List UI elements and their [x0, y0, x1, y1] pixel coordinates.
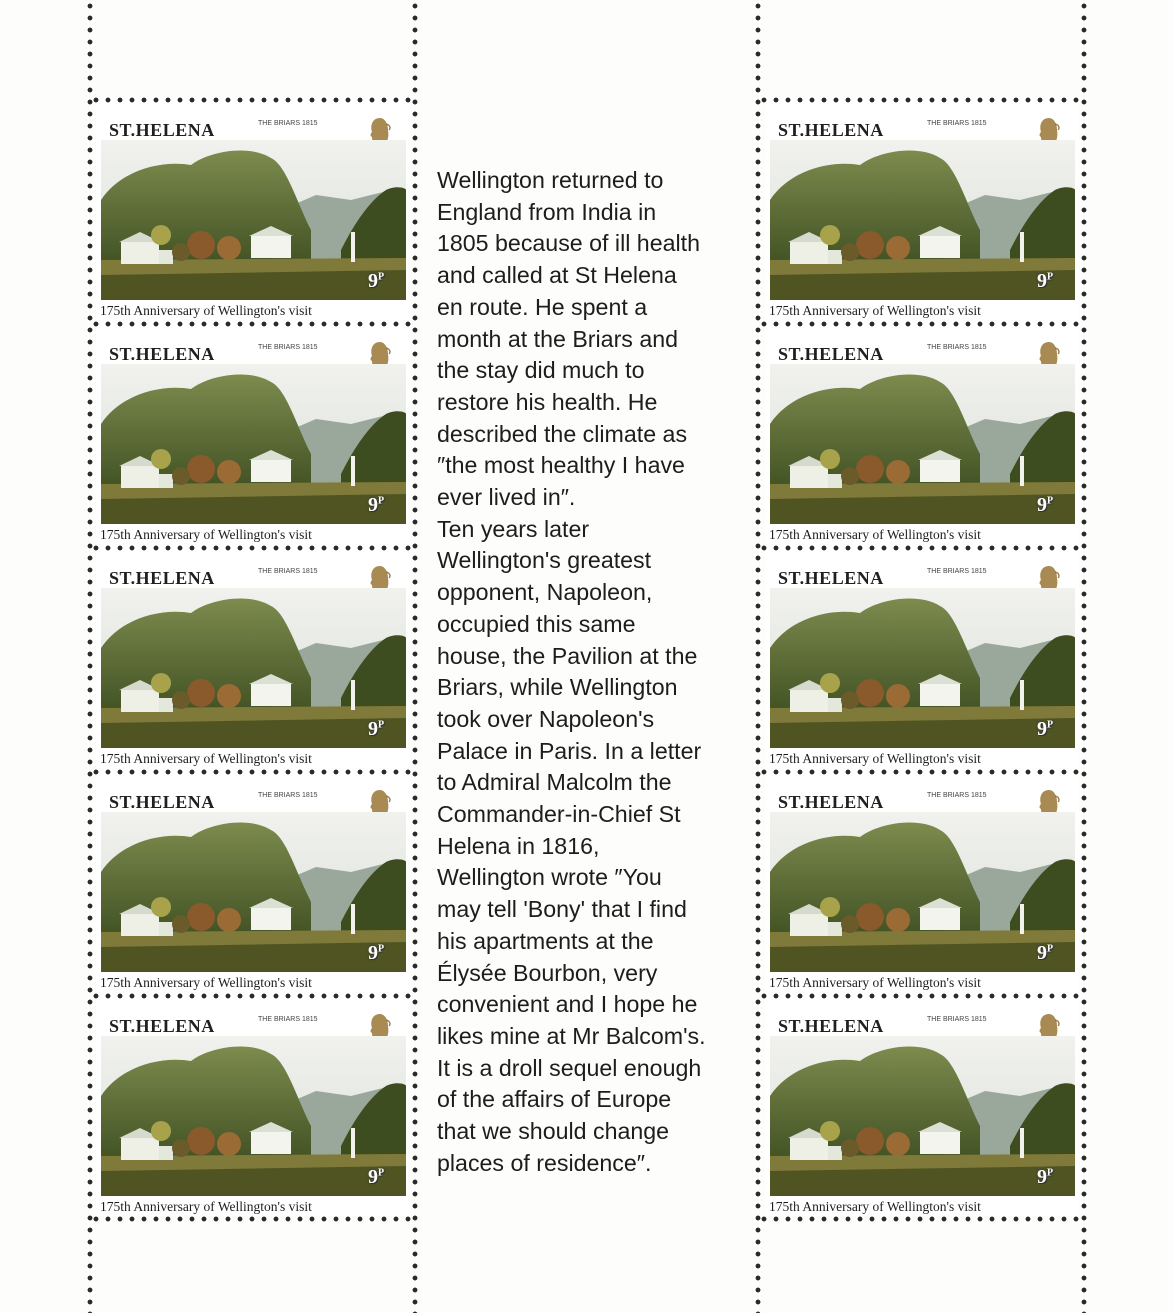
perforation-row	[90, 993, 412, 999]
perforation-row	[758, 97, 1084, 103]
stamp-value: $9^P$	[368, 718, 385, 740]
stamp-country: ST.HELENA	[109, 792, 215, 812]
stamp-value: $9^P$	[1037, 718, 1054, 740]
stamp-caption: 175th Anniversary of Wellington's visit	[769, 751, 981, 766]
story-line: may tell 'Bony' that I find	[437, 896, 687, 923]
stamp-caption: 175th Anniversary of Wellington's visit	[769, 1199, 981, 1214]
stamp-caption: 175th Anniversary of Wellington's visit	[769, 527, 981, 542]
perforation-row	[758, 321, 1084, 327]
story-line: month at the Briars and	[437, 325, 679, 352]
story-line: places of residence″.	[437, 1149, 652, 1176]
stamp-country: ST.HELENA	[109, 120, 215, 140]
stamp-subtitle: THE BRIARS 1815	[258, 120, 318, 127]
stamp-value: $9^P$	[368, 494, 385, 516]
story-line: house, the Pavilion at the	[437, 642, 698, 669]
perforation-row	[90, 97, 412, 103]
story-line: and called at St Helena	[437, 262, 677, 289]
story-line: ever lived in″.	[437, 484, 576, 511]
briars-landscape-icon	[101, 812, 406, 972]
briars-landscape-icon	[770, 364, 1075, 524]
briars-landscape-icon	[770, 140, 1075, 300]
stamp-value: $9^P$	[1037, 942, 1054, 964]
stamp-subtitle: THE BRIARS 1815	[258, 792, 318, 799]
stamp	[765, 772, 1079, 992]
stamp	[96, 100, 410, 320]
stamp	[96, 996, 410, 1216]
briars-landscape-icon	[101, 1036, 406, 1196]
story-line: his apartments at the	[437, 927, 654, 954]
stamp	[765, 324, 1079, 544]
briars-landscape-icon	[770, 588, 1075, 748]
perforation-row	[90, 321, 412, 327]
story-line: Wellington returned to	[437, 167, 664, 193]
story-line: Élysée Bourbon, very	[437, 959, 658, 986]
stamp-value: $9^P$	[368, 270, 385, 292]
story-line: that we should change	[437, 1118, 670, 1145]
stamp-subtitle: THE BRIARS 1815	[258, 1016, 318, 1023]
stamp-country: ST.HELENA	[109, 568, 215, 588]
story-line: the stay did much to	[437, 357, 645, 384]
stamp-subtitle: THE BRIARS 1815	[258, 568, 318, 575]
stamp-country: ST.HELENA	[109, 344, 215, 364]
perforation-left-outer	[87, 0, 93, 1313]
perforation-row	[758, 993, 1084, 999]
stamp	[96, 324, 410, 544]
stamp	[765, 100, 1079, 320]
perforation-left-inner	[412, 0, 418, 1313]
briars-landscape-icon	[101, 588, 406, 748]
stamp-value: $9^P$	[368, 942, 385, 964]
stamp-value: $9^P$	[1037, 1166, 1054, 1188]
stamp-country: ST.HELENA	[778, 792, 884, 812]
stamp-caption: 175th Anniversary of Wellington's visit	[100, 1199, 312, 1214]
stamp-caption: 175th Anniversary of Wellington's visit	[100, 303, 312, 318]
perforation-right-outer	[1081, 0, 1087, 1313]
story-line: Wellington's greatest	[437, 547, 652, 574]
stamp-caption: 175th Anniversary of Wellington's visit	[100, 975, 312, 990]
stamp-subtitle: THE BRIARS 1815	[927, 1016, 987, 1023]
perforation-row	[758, 1216, 1084, 1222]
stamp-country: ST.HELENA	[778, 568, 884, 588]
story-line: convenient and I hope he	[437, 991, 698, 1018]
stamp-country: ST.HELENA	[778, 120, 884, 140]
stamp-caption: 175th Anniversary of Wellington's visit	[769, 975, 981, 990]
story-line: Wellington wrote ″You	[437, 864, 662, 891]
perforation-row	[758, 545, 1084, 551]
stamp-caption: 175th Anniversary of Wellington's visit	[769, 303, 981, 318]
stamp	[765, 548, 1079, 768]
story-line: took over Napoleon's	[437, 705, 655, 732]
perforation-row	[758, 769, 1084, 775]
story-line: Briars, while Wellington	[437, 674, 678, 701]
briars-landscape-icon	[101, 140, 406, 300]
story-line: restore his health. He	[437, 388, 658, 415]
perforation-row	[90, 545, 412, 551]
briars-landscape-icon	[770, 1036, 1075, 1196]
stamp	[765, 996, 1079, 1216]
stamp-value: $9^P$	[368, 1166, 385, 1188]
story-line: 1805 because of ill health	[437, 230, 700, 257]
story-line: described the climate as	[437, 420, 688, 447]
stamp-subtitle: THE BRIARS 1815	[927, 120, 987, 127]
story-text	[437, 165, 757, 1180]
story-line: to Admiral Malcolm the	[437, 769, 672, 796]
stamp-country: ST.HELENA	[778, 344, 884, 364]
stamp-caption: 175th Anniversary of Wellington's visit	[100, 527, 312, 542]
story-line: Helena in 1816,	[437, 832, 600, 859]
stamp-value: $9^P$	[1037, 494, 1054, 516]
perforation-row	[90, 769, 412, 775]
stamp-value: $9^P$	[1037, 270, 1054, 292]
story-line: occupied this same	[437, 610, 636, 637]
story-line: Ten years later	[437, 515, 590, 542]
stamp-subtitle: THE BRIARS 1815	[927, 568, 987, 575]
stamp	[96, 548, 410, 768]
story-line: England from India in	[437, 198, 657, 225]
story-line: likes mine at Mr Balcom's.	[437, 1022, 706, 1049]
story-line: of the affairs of Europe	[437, 1086, 672, 1113]
story-line: Commander-in-Chief St	[437, 801, 681, 828]
briars-landscape-icon	[770, 812, 1075, 972]
stamp-country: ST.HELENA	[778, 1016, 884, 1036]
stamp	[96, 772, 410, 992]
story-line: It is a droll sequel enough	[437, 1054, 702, 1081]
stamp-caption: 175th Anniversary of Wellington's visit	[100, 751, 312, 766]
story-line: opponent, Napoleon,	[437, 579, 653, 606]
story-line: Palace in Paris. In a letter	[437, 737, 702, 764]
briars-landscape-icon	[101, 364, 406, 524]
stamp-subtitle: THE BRIARS 1815	[258, 344, 318, 351]
perforation-row	[90, 1216, 412, 1222]
stamp-subtitle: THE BRIARS 1815	[927, 792, 987, 799]
stamp-country: ST.HELENA	[109, 1016, 215, 1036]
story-line: en route. He spent a	[437, 293, 648, 320]
stamp-subtitle: THE BRIARS 1815	[927, 344, 987, 351]
story-line: ″the most healthy I have	[437, 452, 685, 479]
